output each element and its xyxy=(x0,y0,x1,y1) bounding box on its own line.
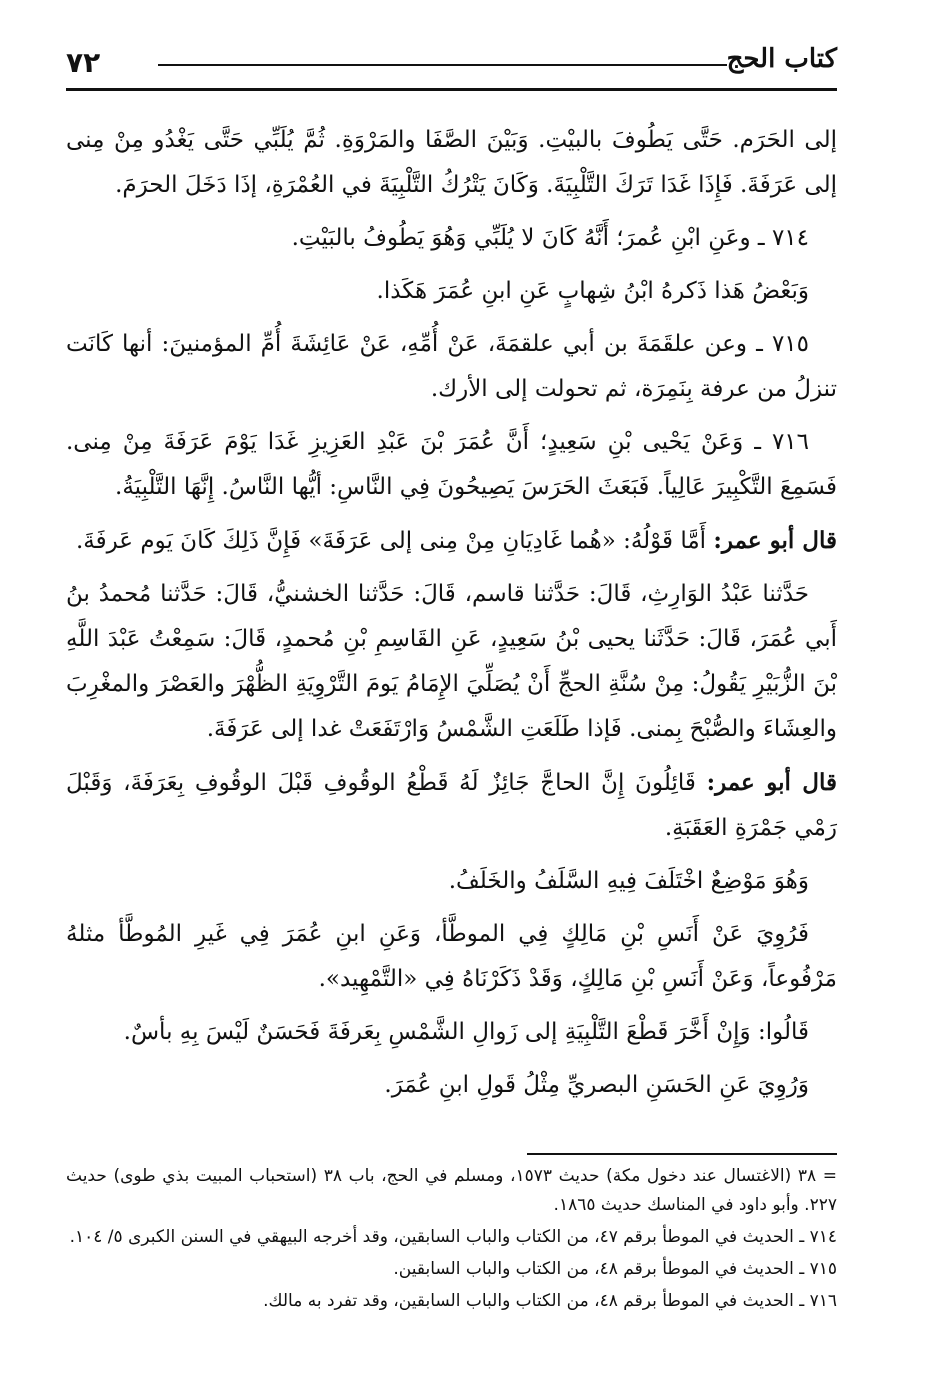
commentary-lead: قال أبو عمر: xyxy=(706,769,837,796)
footnotes xyxy=(66,1162,837,1319)
commentary-text: أَمَّا قَوْلُهُ: «هُما غَادِيَانِ مِنْ مِنى إلى عَرَفَةَ» فَإِنَّ ذَلِكَ كَانَ يَوم عَرفَةَ. xyxy=(75,528,707,554)
paragraph: وَبَعْضُ هَذا ذَكرهُ ابْنُ شِهابٍ عَنِ ابنِ عُمَرَ هَكَذا. xyxy=(376,278,809,304)
paragraph: وَرُوِيَ عَنِ الحَسَنِ البصريِّ مِثْلُ قَولِ ابنِ عُمَرَ. xyxy=(384,1072,809,1098)
hadith-716: ٧١٦ ـ وَعَنْ يَحْيى بْنِ سَعِيدٍ؛ أَنَّ عُمَرَ بْنَ عَبْدِ العَزِيزِ غَدَا يَوْمَ عَرَفَةَ مِنْ مِنى. فَسَمِعَ التَّكْبِيرَ عَالِياً. فَبَعَثَ الحَرَسَ يَصِيحُونَ فِي النَّاسِ: أيُّها النَّاسُ. إِنَّهَا التَّلْبِيَةُ. xyxy=(66,429,837,500)
header-divider xyxy=(66,88,837,91)
footnote: ٧١٥ ـ الحديث في الموطأ برقم ٤٨، من الكتاب والباب السابقين. xyxy=(393,1259,837,1279)
book-title: كتاب الحج xyxy=(726,44,837,74)
main-text xyxy=(66,118,837,1116)
running-header xyxy=(66,40,837,90)
paragraph: فَرُوِيَ عَنْ أَنَسِ بْنِ مَالِكٍ فِي الموطَّأ، وَعَنِ ابنِ عُمَرَ فِي غَيرِ المُوطَّأ مثلهُ مَرْفُوعاً، وَعَنْ أَنَسِ بْنِ مَالِكٍ، وَقَدْ ذَكَرْنَاهُ فِي «التَّمْهِيد». xyxy=(66,921,837,992)
footnote: = ٣٨ (الاغتسال عند دخول مكة) حديث ١٥٧٣، ومسلم في الحج، باب ٣٨ (استحباب المبيت بذي طوى) حديث ٢٢٧. وأبو داود في المناسك حديث ١٨٦٥. xyxy=(66,1166,837,1215)
paragraph: وَهُوَ مَوْضِعٌ اخْتَلَفَ فِيهِ السَّلَفُ والخَلَفُ. xyxy=(448,868,809,894)
paragraph: قَالُوا: وَإِنْ أَخَّرَ قَطْعَ التَّلْبِيَةِ إلى زَوالِ الشَّمْسِ بِعَرفَةَ فَحَسَنٌ لَيْسَ بِهِ بأسٌ. xyxy=(123,1019,809,1045)
commentary-paragraph xyxy=(66,518,837,564)
hadith-714: ٧١٤ ـ وعَنِ ابْنِ عُمرَ؛ أَنَّهُ كَانَ لا يُلَبِّي وَهُوَ يَطُوفُ بالبَيْتِ. xyxy=(291,225,809,251)
header-rule xyxy=(158,64,727,66)
footnote: ٧١٦ ـ الحديث في الموطأ برقم ٤٨، من الكتاب والباب السابقين، وقد تفرد به مالك. xyxy=(263,1291,837,1311)
footnote: ٧١٤ ـ الحديث في الموطأ برقم ٤٧، من الكتاب والباب السابقين، وقد أخرجه البيهقي في السنن الكبرى ٥/ ١٠٤. xyxy=(69,1227,837,1247)
hadith-715: ٧١٥ ـ وعن علقَمَةَ بن أبي علقمَةَ، عَنْ أُمِّهِ، عَنْ عَائِشَةَ أُمِّ المؤمنينَ: أنها كَانَت تنزلُ من عرفة بِنَمِرَة، ثم تحولت إلى الأرك. xyxy=(66,331,837,402)
commentary-lead: قال أبو عمر: xyxy=(713,527,837,554)
footnote-divider xyxy=(527,1153,837,1155)
isnad-paragraph: حَدَّثنا عَبْدُ الوَارِثِ، قَالَ: حَدَّثنا قاسم، قَالَ: حَدَّثنا الخشنيُّ، قَالَ: حَدَّثنا مُحمدُ بنُ أَبي عُمَرَ، قَالَ: حَدَّثَنا يحيى بْنُ سَعِيدٍ، عَنِ القَاسِمِ بْنِ مُحمدٍ، قَالَ: سَمِعْتُ عَبْدَ اللَّهِ بْنَ الزُّبَيْرِ يَقُولُ: مِنْ سُنَّةِ الحجِّ أَنْ يُصَلِّيَ الإِمَامُ يَومَ التَّرْوِيَةِ الظُّهْرَ والعَصْرَ والمغْرِبَ والعِشَاءَ والصُّبْحَ بِمنى. فَإذا طَلَعَتِ الشَّمْسُ وَارْتَفَعَتْ غدا إلى عَرَفَةَ. xyxy=(66,581,837,742)
commentary-paragraph xyxy=(66,760,837,851)
commentary-text: قَائِلُونَ إِنَّ الحاجَّ جَائِزٌ لَهُ قَطْعُ الوقُوفِ قَبْلَ الوقُوفِ بِعَرَفَةَ، وَقَبْلَ رَمْي جَمْرَةِ العَقَبَةِ. xyxy=(66,770,837,841)
page-number: ٧٢ xyxy=(66,46,101,79)
paragraph: إلى الحَرَم. حَتَّى يَطُوفَ بالبيْتِ. وَبَيْنَ الصَّفَا والمَرْوَةِ. ثُمَّ يُلَبِّي حَتَّى يَغْدُو مِنْ مِنى إلى عَرَفَةَ. فَإِذَا غَدَا تَرَكَ التَّلْبِيَةَ. وَكَانَ يَتْرُكُ التَّلْبِيَةَ في العُمْرَةِ، إذَا دَخَلَ الحرَمَ. xyxy=(66,127,837,198)
